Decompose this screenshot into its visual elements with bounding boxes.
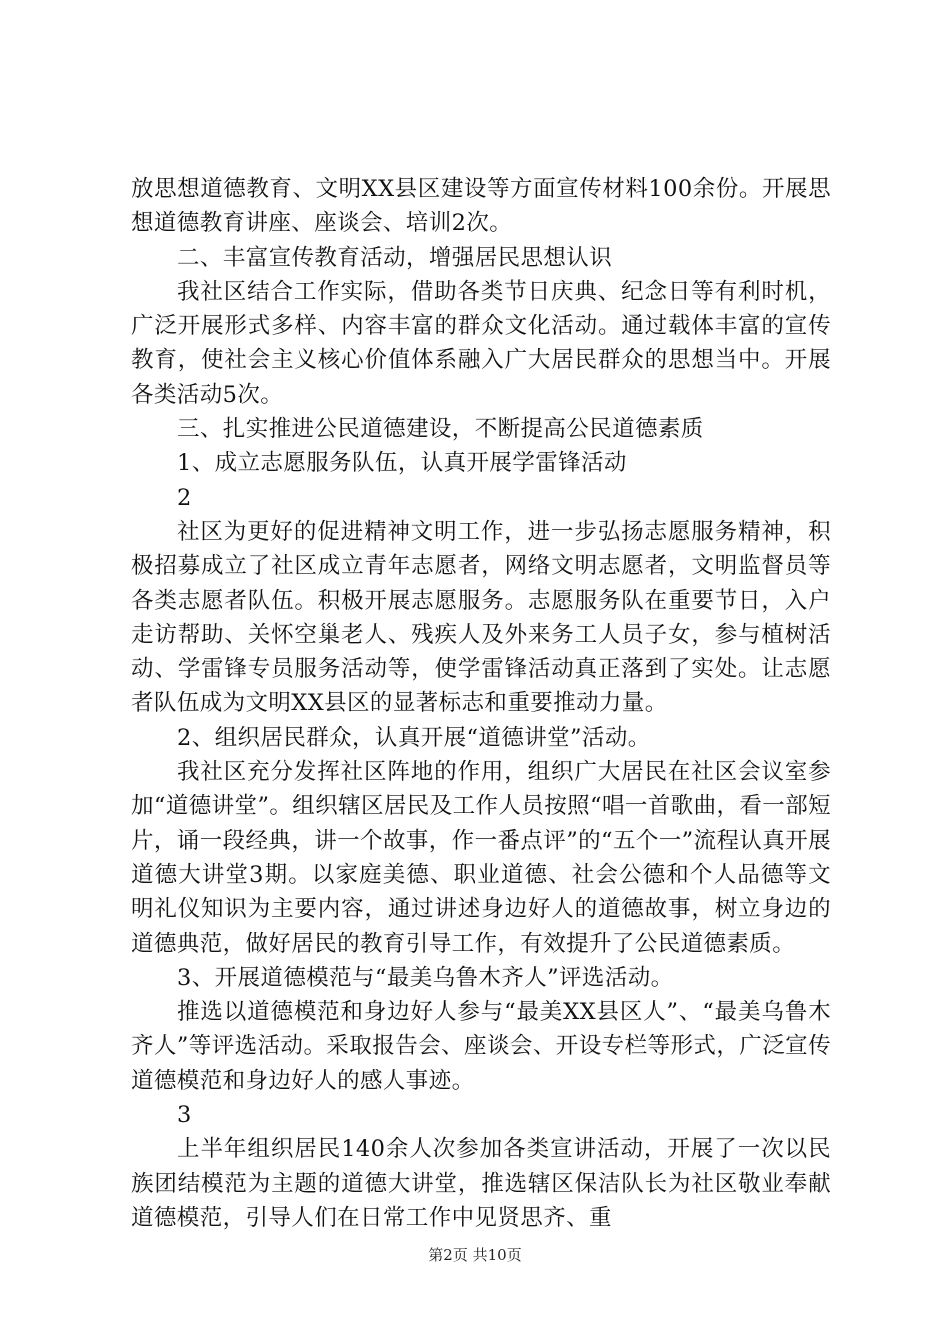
- subheading-2: 2、组织居民群众，认真开展“道德讲堂”活动。: [177, 724, 651, 751]
- page-marker-3: 3: [177, 1102, 192, 1129]
- page-marker-2: 2: [177, 484, 192, 511]
- subheading-3: 3、开展道德模范与“最美乌鲁木齐人”评选活动。: [177, 964, 674, 991]
- section-heading-3: 三、扎实推进公民道德建设，不断提高公民道德素质: [177, 416, 704, 443]
- document-body: [131, 172, 831, 1235]
- page-footer: 第2页 共10页: [428, 1246, 522, 1264]
- paragraph-6: 上半年组织居民140余人次参加各类宣讲活动，开展了一次以民族团结模范为主题的道德大讲堂，推选辖区保洁队长为社区敬业奉献道德模范，引导人们在日常工作中见贤思齐、重: [131, 1136, 831, 1231]
- paragraph-4: 我社区充分发挥社区阵地的作用，组织广大居民在社区会议室参加“道德讲堂”。组织辖区居民及工作人员按照“唱一首歌曲，看一部短片，诵一段经典，讲一个故事，作一番点评”的“五个一”流程认真开展道德大讲堂3期。以家庭美德、职业道德、社会公德和个人品德等文明礼仪知识为主要内容，通过讲述身边好人的道德故事，树立身边的道德典范，做好居民的教育引导工作，有效提升了公民道德素质。: [131, 759, 831, 957]
- section-heading-2: 二、丰富宣传教育活动，增强居民思想认识: [177, 244, 613, 271]
- paragraph-5: 推选以道德模范和身边好人参与“最美XX县区人”、“最美乌鲁木齐人”等评选活动。采取报告会、座谈会、开设专栏等形式，广泛宣传道德模范和身边好人的感人事迹。: [131, 999, 831, 1094]
- paragraph-2: 我社区结合工作实际，借助各类节日庆典、纪念日等有利时机，广泛开展形式多样、内容丰富的群众文化活动。通过载体丰富的宣传教育，使社会主义核心价值体系融入广大居民群众的思想当中。开展各类活动5次。: [131, 278, 831, 408]
- paragraph-3: 社区为更好的促进精神文明工作，进一步弘扬志愿服务精神，积极招募成立了社区成立青年志愿者，网络文明志愿者，文明监督员等各类志愿者队伍。积极开展志愿服务。志愿服务队在重要节日，入户走访帮助、关怀空巢老人、残疾人及外来务工人员子女，参与植树活动、学雷锋专员服务活动等，使学雷锋活动真正落到了实处。让志愿者队伍成为文明XX县区的显著标志和重要推动力量。: [131, 518, 831, 717]
- subheading-1: 1、成立志愿服务队伍，认真开展学雷锋活动: [177, 450, 627, 477]
- paragraph-1: 放思想道德教育、文明XX县区建设等方面宣传材料100余份。开展思想道德教育讲座、座谈会、培训2次。: [131, 176, 831, 237]
